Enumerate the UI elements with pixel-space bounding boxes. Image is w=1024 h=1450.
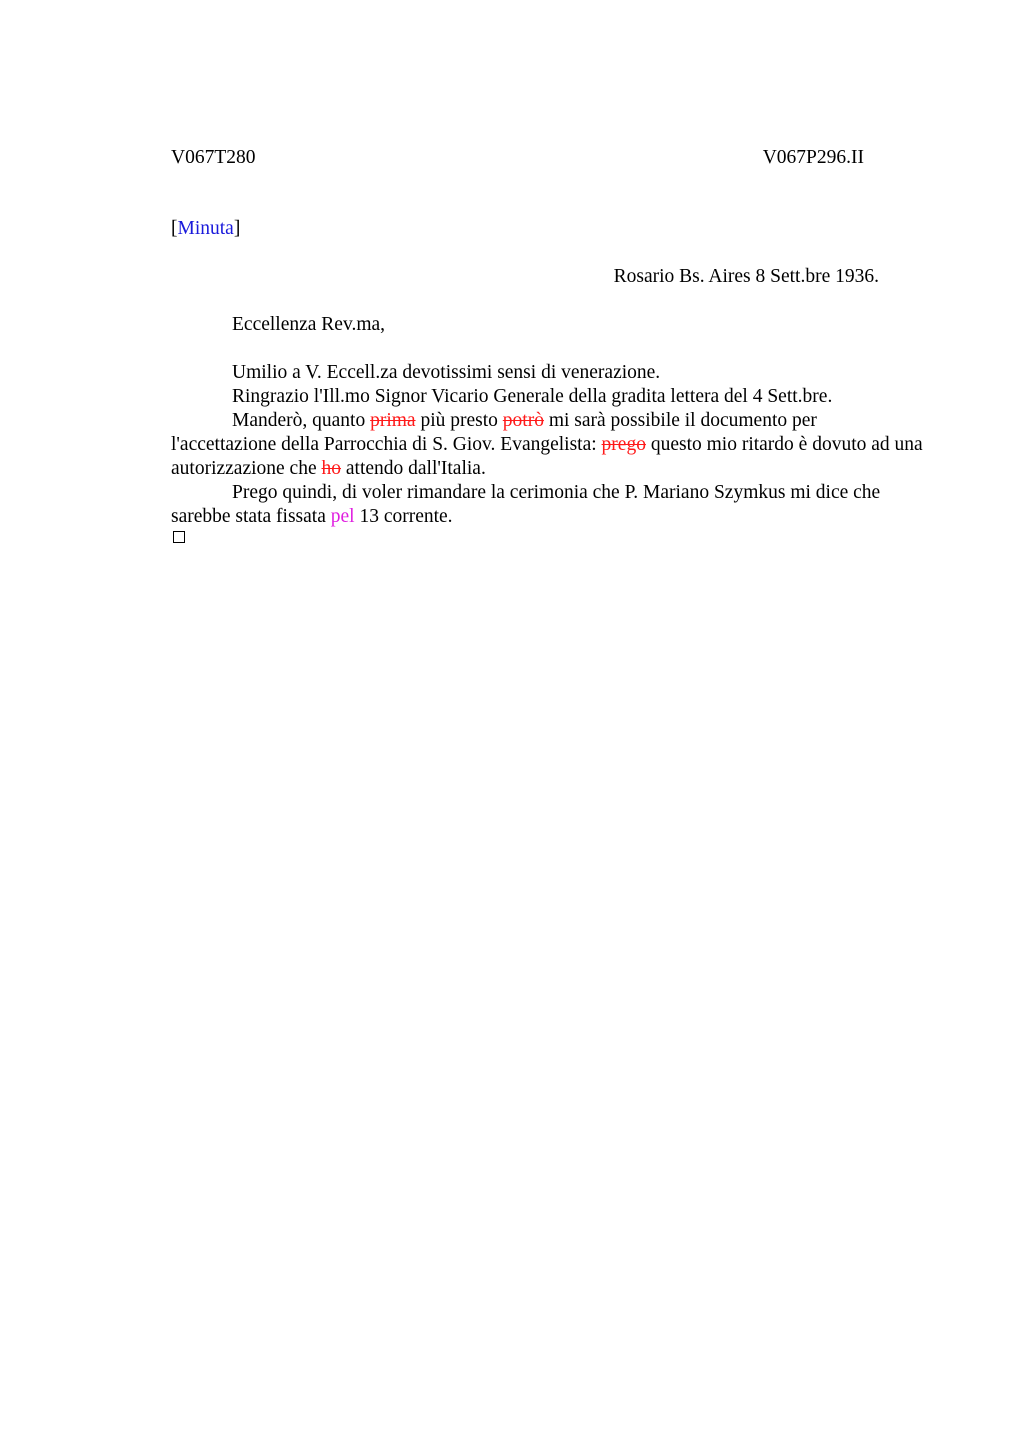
deleted-word: prima	[370, 410, 416, 431]
text-segment: mi sarà possibile il documento per l'accettazione della Parrocchia di S. Giov. Evangelista:	[171, 410, 817, 455]
document-header	[171, 146, 864, 170]
text-segment: questo mio ritardo è dovuto ad una autorizzazione che	[171, 434, 923, 479]
label-open-bracket: [	[171, 218, 178, 239]
empty-square-icon	[173, 531, 185, 543]
paragraph-4	[171, 481, 923, 529]
letter-body	[171, 361, 923, 529]
paragraph-1: Umilio a V. Eccell.za devotissimi sensi di venerazione.	[232, 362, 661, 383]
text-segment: 13 corrente.	[354, 506, 453, 527]
left-document-code: V067T280	[171, 147, 256, 168]
text-segment: Manderò, quanto	[232, 410, 371, 431]
deleted-word: prego	[601, 434, 646, 455]
deleted-word: potrò	[502, 410, 544, 431]
label-close-bracket: ]	[233, 218, 241, 239]
text-segment: attendo dall'Italia.	[341, 458, 486, 479]
label-word: Minuta	[177, 218, 234, 239]
text-segment: Prego quindi, di voler rimandare la cerimonia che P. Mariano Szymkus mi dice che sarebbe stata fissata	[171, 482, 881, 527]
text-segment: più presto	[415, 410, 503, 431]
paragraph-2: Ringrazio l'Ill.mo Signor Vicario Generale della gradita lettera del 4 Sett.bre.	[232, 386, 833, 407]
salutation: Eccellenza Rev.ma,	[232, 314, 386, 335]
draft-label	[171, 217, 240, 241]
inserted-word: pel	[330, 506, 355, 527]
dateline: Rosario Bs. Aires 8 Sett.bre 1936.	[613, 266, 879, 287]
right-document-code: V067P296.II	[762, 147, 864, 168]
paragraph-3	[171, 409, 923, 481]
deleted-word: ho	[321, 458, 341, 479]
